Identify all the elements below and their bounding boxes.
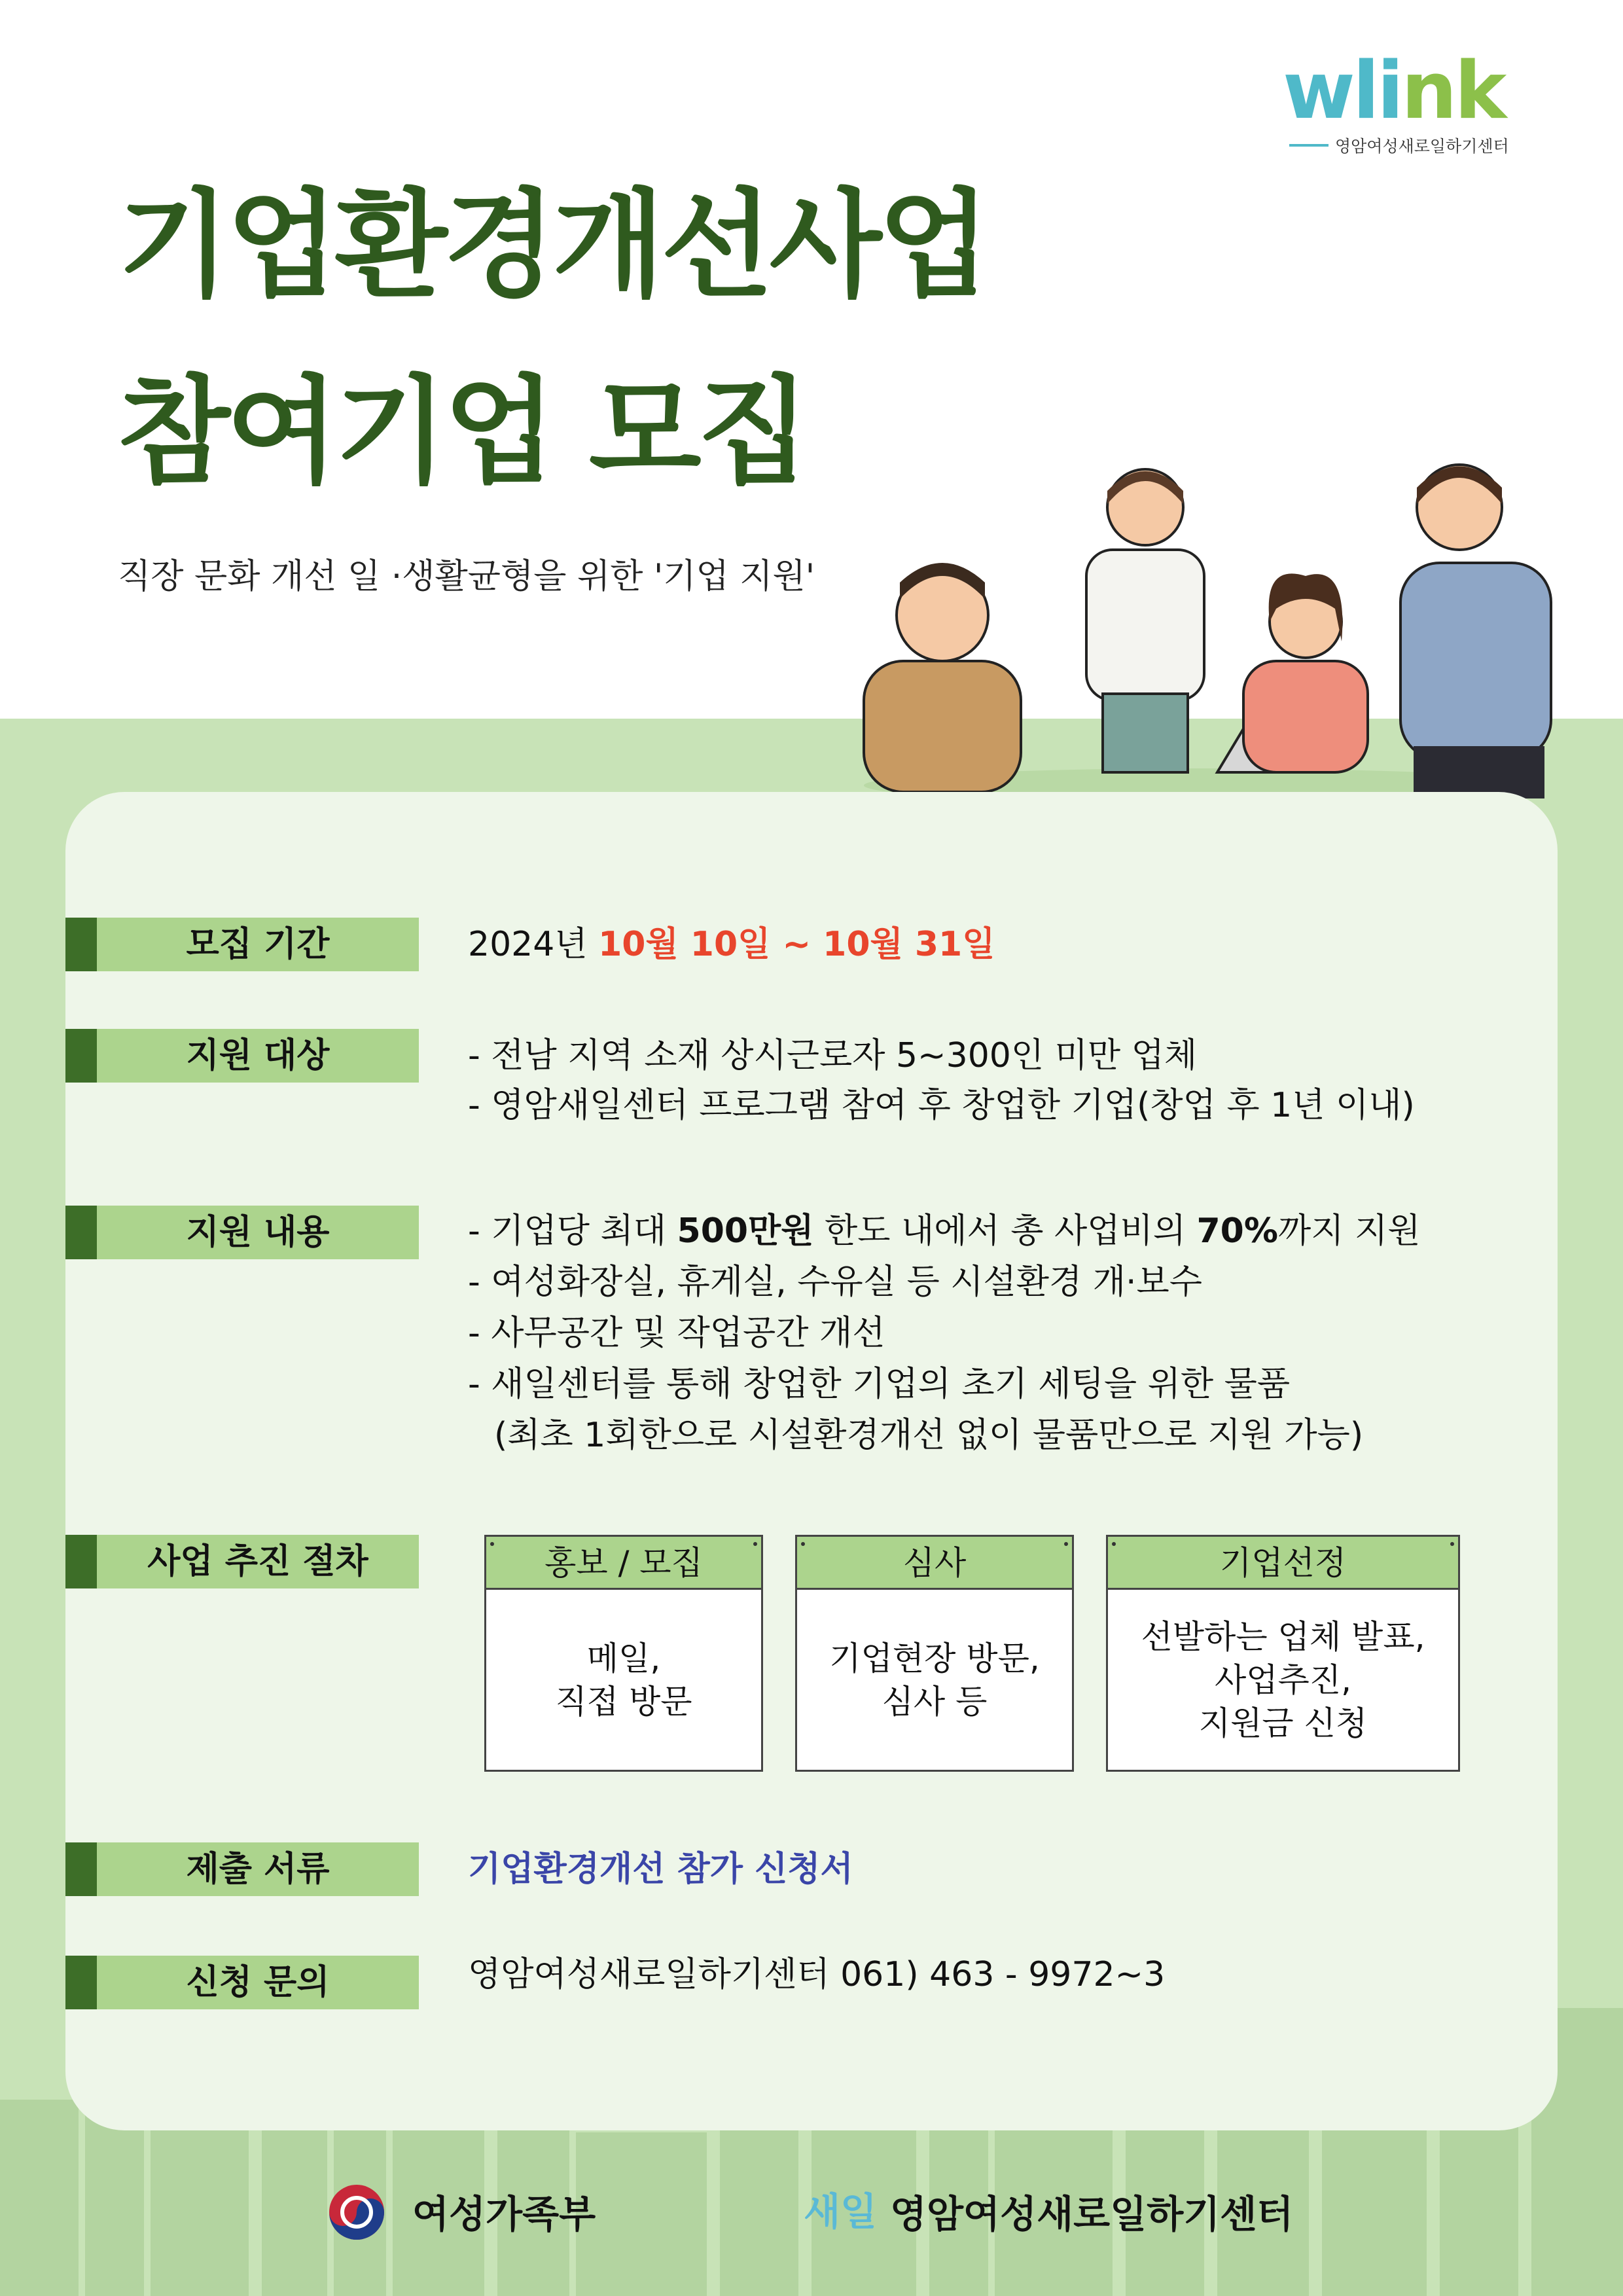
content-line-4: - 새일센터를 통해 창업한 기업의 초기 세팅을 위한 물품 <box>468 1365 1291 1404</box>
logo-underline <box>1289 144 1329 147</box>
label-process: 사업 추진 절차 <box>65 1535 419 1588</box>
label-target: 지원 대상 <box>65 1029 419 1083</box>
step-title: 심사 <box>797 1537 1072 1590</box>
process-step-review <box>795 1535 1074 1772</box>
wiink-logo <box>1283 46 1525 157</box>
ministry-name: 여성가족부 <box>412 2192 596 2236</box>
target-line-1: - 전남 지역 소재 상시근로자 5~300인 미만 업체 <box>468 1036 1198 1075</box>
content-line-5: (최초 1회한으로 시설환경개선 없이 물품만으로 지원 가능) <box>494 1416 1364 1455</box>
label-inquiry: 신청 문의 <box>65 1956 419 2009</box>
content-line-1: - 기업당 최대 500만원 한도 내에서 총 사업비의 70%까지 지원 <box>468 1211 1421 1251</box>
step-title: 홍보 / 모집 <box>486 1537 761 1590</box>
period-value: 2024년 10월 10일 ~ 10월 31일 <box>468 925 995 964</box>
target-line-2: - 영암새일센터 프로그램 참여 후 창업한 기업(창업 후 1년 이내) <box>468 1086 1415 1125</box>
title-line-2: 참여기업 모집 <box>118 364 806 499</box>
label-content: 지원 내용 <box>65 1206 419 1259</box>
inquiry-value: 영암여성새로일하기센터 061) 463 - 9972~3 <box>468 1955 1166 1994</box>
step-body: 메일, 직접 방문 <box>555 1639 692 1721</box>
period-dates: 10월 10일 ~ 10월 31일 <box>598 925 995 964</box>
documents-value: 기업환경개선 참가 신청서 <box>468 1850 853 1889</box>
saeil-logo-mark: 새일 <box>804 2189 878 2234</box>
content-line-2: - 여성화장실, 휴게실, 수유실 등 시설환경 개·보수 <box>468 1263 1202 1302</box>
process-step-selection <box>1106 1535 1460 1772</box>
info-card <box>65 792 1558 2130</box>
step-body: 기업현장 방문, 심사 등 <box>829 1639 1040 1721</box>
subtitle: 직장 문화 개선 일 ·생활균형을 위한 '기업 지원' <box>118 557 815 596</box>
step-body: 선발하는 업체 발표, 사업추진, 지원금 신청 <box>1141 1617 1425 1742</box>
step-title: 기업선정 <box>1108 1537 1458 1590</box>
process-step-promotion <box>484 1535 763 1772</box>
logo-subtitle: 영암여성새로일하기센터 <box>1335 137 1509 156</box>
taegeuk-emblem-icon <box>327 2183 386 2242</box>
label-period: 모집 기간 <box>65 918 419 971</box>
center-name: 영암여성새로일하기센터 <box>890 2192 1294 2236</box>
business-people-illustration <box>838 445 1571 798</box>
content-line-3: - 사무공간 및 작업공간 개선 <box>468 1314 885 1353</box>
title-line-1: 기업환경개선사업 <box>118 177 987 313</box>
logo-wordmark: wlink <box>1283 46 1505 137</box>
label-documents: 제출 서류 <box>65 1842 419 1896</box>
